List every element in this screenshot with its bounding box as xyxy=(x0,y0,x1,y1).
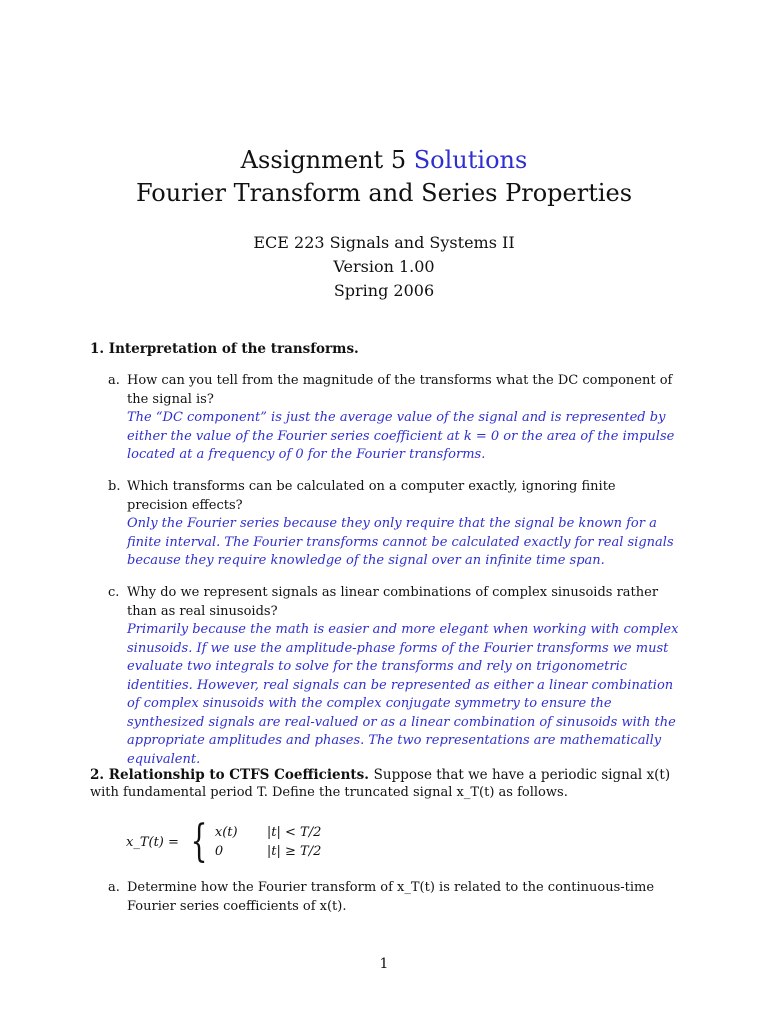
item-label: a. xyxy=(108,880,120,895)
truncated-signal-equation xyxy=(126,816,321,868)
question-1-heading: 1. Interpretation of the transforms. xyxy=(90,341,359,357)
item-label: b. xyxy=(108,479,121,494)
case-value: 0 xyxy=(214,844,224,859)
question-2a xyxy=(108,879,680,916)
item-label: c. xyxy=(108,585,120,600)
equation-lhs: x_T(t) = xyxy=(126,834,179,850)
question-2-intro: Suppose that we have a periodic signal x(t) xyxy=(373,767,671,783)
document-title xyxy=(0,145,768,175)
term-label: Spring 2006 xyxy=(333,281,435,300)
answer-text: The “DC component” is just the average value of the signal and is represented by either the value of the Fourier series coefficient at k = 0 or the area of the impulse located at a frequency of 0 for the Fourier transforms. xyxy=(127,410,675,462)
equation-cases xyxy=(215,825,321,859)
case-condition: |t| ≥ T/2 xyxy=(266,844,322,859)
question-text: Which transforms can be calculated on a computer exactly, ignoring finite precision effects? xyxy=(127,479,616,513)
question-text: How can you tell from the magnitude of the transforms what the DC component of the signal is? xyxy=(127,373,673,407)
case-condition: |t| < T/2 xyxy=(266,825,322,840)
left-brace: { xyxy=(190,816,208,867)
item-label: a. xyxy=(108,373,120,388)
question-text: Why do we represent signals as linear combinations of complex sinusoids rather than as real sinusoids? xyxy=(127,585,659,619)
course-name: ECE 223 Signals and Systems II xyxy=(253,233,515,252)
version-label: Version 1.00 xyxy=(333,257,435,276)
question-2-heading xyxy=(90,766,690,784)
case-value: x(t) xyxy=(214,825,238,840)
equation-case xyxy=(215,825,321,840)
question-1c xyxy=(108,584,680,769)
question-2-body: with fundamental period T. Define the truncated signal x_T(t) as follows. xyxy=(90,785,568,800)
question-2-title: 2. Relationship to CTFS Coefficients. xyxy=(90,767,369,783)
question-1a xyxy=(108,372,680,465)
title-prefix: Assignment 5 xyxy=(240,146,407,174)
answer-text: Primarily because the math is easier and more elegant when working with complex sinusoids. If we use the amplitude-phase forms of the Fourier transforms we must evaluate two integrals to solve for the transforms and rely on trigonometric identities. However, real signals can be represented as either a linear combination of complex sinusoids with the complex conjugate symmetry to ensure the synthesized signals are real-valued or as a linear combination of sinusoids with the appropriate amplitudes and phases. The two representations are mathematically equivalent. xyxy=(127,622,679,767)
document-subtitle: Fourier Transform and Series Properties xyxy=(135,179,633,207)
equation-case xyxy=(215,844,321,859)
question-text: Determine how the Fourier transform of x_T(t) is related to the continuous-time Fourier series coefficients of x(t). xyxy=(127,880,655,914)
title-solutions: Solutions xyxy=(413,146,528,174)
page-number: 1 xyxy=(379,956,389,972)
question-1b xyxy=(108,478,680,571)
answer-text: Only the Fourier series because they only require that the signal be known for a finite interval. The Fourier transforms cannot be calculated exactly for real signals because they require knowledge of the signal over an infinite time span. xyxy=(127,516,674,568)
